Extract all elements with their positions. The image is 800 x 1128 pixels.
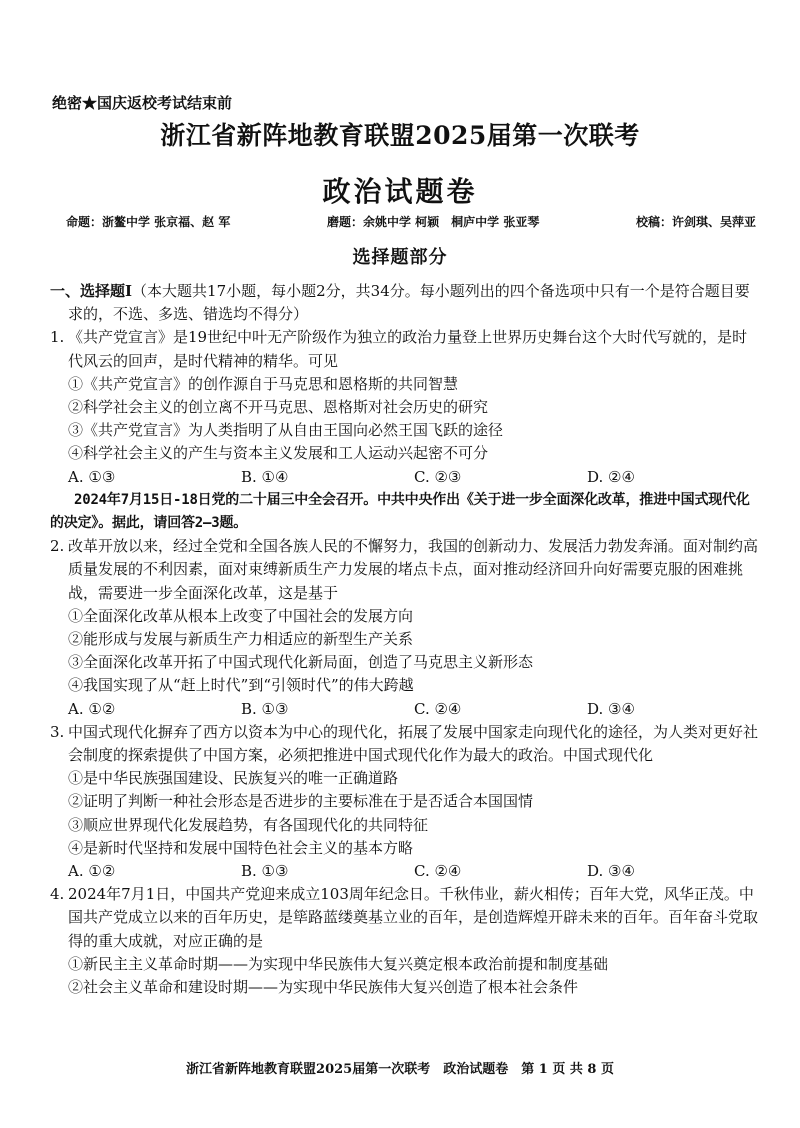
question-1-option-4: ④科学社会主义的产生与资本主义发展和工人运动兴起密不可分 [68,444,489,463]
question-4-option-2: ②社会主义革命和建设时期——为实现中华民族伟大复兴创造了根本社会条件 [68,978,579,997]
question-1-option-1: ①《共产党宣言》的创作源自于马克思和恩格斯的共同智慧 [68,374,459,393]
choice-a: A. ①③ [68,467,116,486]
choice-c: C. ②③ [414,467,462,486]
section-instruction-text: （本大题共17小题，每小题2分，共34分。每小题列出的四个备选项中只有一个是符合题目要求的，不选、多选、错选均不得分） [68,282,750,324]
choice-d: D. ③④ [587,699,635,718]
choice-b: B. ①③ [241,699,289,718]
question-2-option-2: ②能形成与发展与新质生产力相适应的新型生产关系 [68,630,414,649]
question-content [50,280,760,999]
question-3-option-4: ④是新时代坚持和发展中国特色社会主义的基本方略 [68,838,414,857]
question-2-choices [50,698,760,721]
question-text: 中国式现代化摒弃了西方以资本为中心的现代化，拓展了发展中国家走向现代化的途径，为人类对更好社会制度的探索提供了中国方案，必须把推进中国式现代化作为最大的政治。中国式现代化 [68,722,759,765]
choice-c: C. ②④ [414,862,462,881]
question-2-option-4: ④我国实现了从“赶上时代”到“引领时代”的伟大跨越 [68,676,414,695]
material-passage: 2024年7月15日-18日党的二十届三中全会召开。中共中央作出《关于进一步全面深化改革，推进中国式现代化的决定》。据此，请回答2—3题。 [50,491,750,532]
question-3-choices [50,860,760,883]
exam-title: 浙江省新阵地教育联盟2025届第一次联考 [160,121,640,150]
choice-a: A. ①② [68,699,116,718]
question-3-stem [50,721,760,767]
question-3-option-1: ①是中华民族强国建设、民族复兴的唯一正确道路 [68,769,399,788]
question-1-option-3: ③《共产党宣言》为人类指明了从自由王国向必然王国飞跃的途径 [68,421,504,440]
question-text: 改革开放以来，经过全党和全国各族人民的不懈努力，我国的创新动力、发展活力勃发奔涌。面对制约高质量发展的不利因素，面对束缚新质生产力发展的堵点卡点，面对推动经济回升向好需要克服的困难挑战，需要进一步全面深化改革，这是基于 [68,537,759,602]
credit-proofreader: 校稿：许剑琪、吴萍亚 [635,215,756,229]
question-number: 1. [50,328,65,347]
question-text: 《共产党宣言》是19世纪中叶无产阶级作为独立的政治力量登上世界历史舞台这个大时代写就的，是时代风云的回声，是时代精神的精华。可见 [68,328,748,370]
section-instructions [50,280,760,326]
question-1-choices [50,466,760,489]
question-1-stem [50,326,760,372]
credit-author: 命题：浙鳌中学 张京福、赵 军 [66,215,231,229]
question-text: 2024年7月1日，中国共产党迎来成立103周年纪念日。千秋伟业，薪火相传；百年大党，风华正茂。中国共产党成立以来的百年历史，是筚路蓝缕奠基立业的百年，是创造辉煌开辟未来的百年。百年奋斗党取得的重大成就，对应正确的是 [68,885,759,950]
credits-line [66,213,756,230]
question-number: 4. [50,885,65,904]
question-4-option-1: ①新民主主义革命时期——为实现中华民族伟大复兴奠定根本政治前提和制度基础 [68,954,609,973]
question-3-option-3: ③顺应世界现代化发展趋势，有各国现代化的共同特征 [68,815,429,834]
choice-d: D. ②④ [587,467,635,486]
choice-c: C. ②④ [414,699,462,718]
question-4-stem [50,883,760,953]
question-3-option-2: ②证明了判断一种社会形态是否进步的主要标准在于是否适合本国国情 [68,792,534,811]
confidential-notice: 绝密★国庆返校考试结束前 [52,94,233,112]
question-2-option-1: ①全面深化改革从根本上改变了中国社会的发展方向 [68,606,414,625]
question-number: 3. [50,722,65,741]
credit-reviewer: 磨题：余姚中学 柯颖 桐庐中学 张亚琴 [326,215,540,229]
question-2-stem [50,535,760,605]
page-footer: 浙江省新阵地教育联盟2025届第一次联考 政治试题卷 第 1 页 共 8 页 [186,1062,614,1077]
question-1-option-2: ②科学社会主义的创立离不开马克思、恩格斯对社会历史的研究 [68,398,489,417]
exam-subtitle: 政治试题卷 [322,175,478,208]
question-2-option-3: ③全面深化改革开拓了中国式现代化新局面，创造了马克思主义新形态 [68,653,534,672]
choice-b: B. ①④ [241,467,289,486]
section-label: 一、选择题Ⅰ [50,282,133,300]
choice-d: D. ③④ [587,862,635,881]
choice-b: B. ①③ [241,862,289,881]
section-title: 选择题部分 [352,247,448,268]
question-number: 2. [50,537,65,556]
choice-a: A. ①② [68,862,116,881]
